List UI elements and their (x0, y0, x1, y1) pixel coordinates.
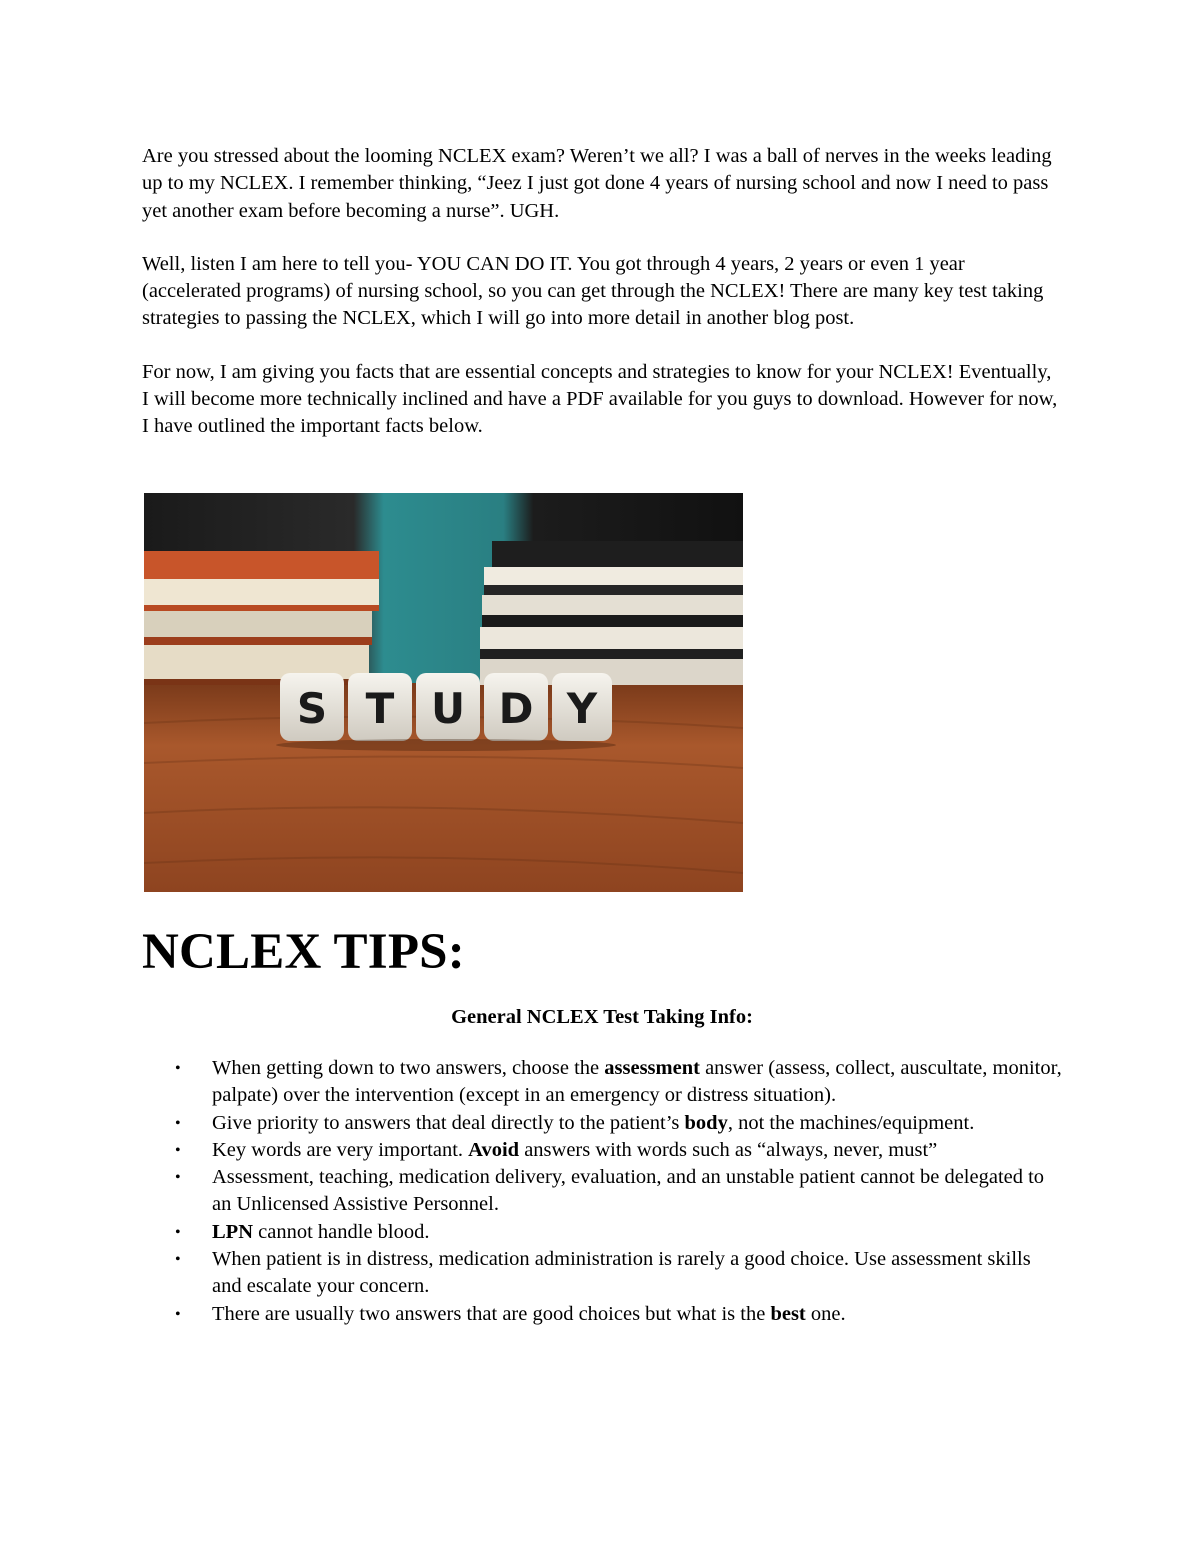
bullet-icon: • (175, 1251, 181, 1269)
die-d (484, 673, 548, 741)
study-dice-photo (144, 493, 743, 892)
bullet-icon: • (175, 1223, 181, 1241)
die-s (280, 673, 344, 741)
intro-text (142, 143, 1062, 441)
list-item: • LPN cannot handle blood. (142, 1219, 1062, 1246)
intro-paragraph-3: For now, I am giving you facts that are essential concepts and strategies to know for your NCLEX! Eventually, I will become more technically inclined and have a PDF available for you guys to download. However for now, I have outlined the important facts below. (142, 360, 1058, 438)
die-y (552, 673, 612, 741)
list-item: • There are usually two answers that are good choices but what is the best one. (142, 1301, 1062, 1328)
bullet-icon: • (175, 1169, 181, 1187)
bullet-icon: • (175, 1060, 181, 1077)
intro-paragraph-1: Are you stressed about the looming NCLEX exam? Weren’t we all? I was a ball of nerves in the weeks leading up to my NCLEX. I remember thinking, “Jeez I just got done 4 years of nursing school and now I need to pass yet another exam before becoming a nurse”. UGH. (142, 145, 1052, 222)
svg-text:D: D (498, 684, 534, 733)
svg-text:S: S (296, 684, 328, 733)
list-item: • Give priority to answers that deal directly to the patient’s body, not the machines/equipment. (142, 1110, 1062, 1137)
bullet-icon: • (175, 1141, 181, 1159)
svg-text:T: T (365, 684, 395, 733)
tips-heading: NCLEX TIPS: (142, 924, 465, 980)
svg-text:U: U (430, 684, 466, 733)
die-u (416, 673, 480, 741)
bullet-icon: • (175, 1305, 181, 1323)
list-item: • When patient is in distress, medication administration is rarely a good choice. Use assessment skills and escalate your concern. (175, 1248, 1031, 1298)
intro-paragraph-2: Well, listen I am here to tell you- YOU CAN DO IT. You got through 4 years, 2 years or even 1 year (accelerated programs) of nursing school, so you can get through the NCLEX! There are many key test taking strategies to passing the NCLEX, which I will go into more detail in another blog post. (142, 252, 1044, 330)
die-t (348, 673, 412, 741)
tips-subheading: General NCLEX Test Taking Info: (451, 1006, 753, 1028)
list-item: • Assessment, teaching, medication delivery, evaluation, and an unstable patient cannot be delegated to an Unlicensed Assistive Personnel. (175, 1166, 1045, 1216)
list-item: • When getting down to two answers, choose the assessment answer (assess, collect, auscultate, monitor, palpate) over the intervention (except in an emergency or distress situation). (175, 1057, 1062, 1107)
list-item: • Key words are very important. Avoid answers with words such as “always, never, must” (142, 1137, 1062, 1164)
tips-list (142, 1055, 1062, 1328)
svg-text:Y: Y (566, 684, 598, 733)
bullet-icon: • (175, 1114, 181, 1132)
